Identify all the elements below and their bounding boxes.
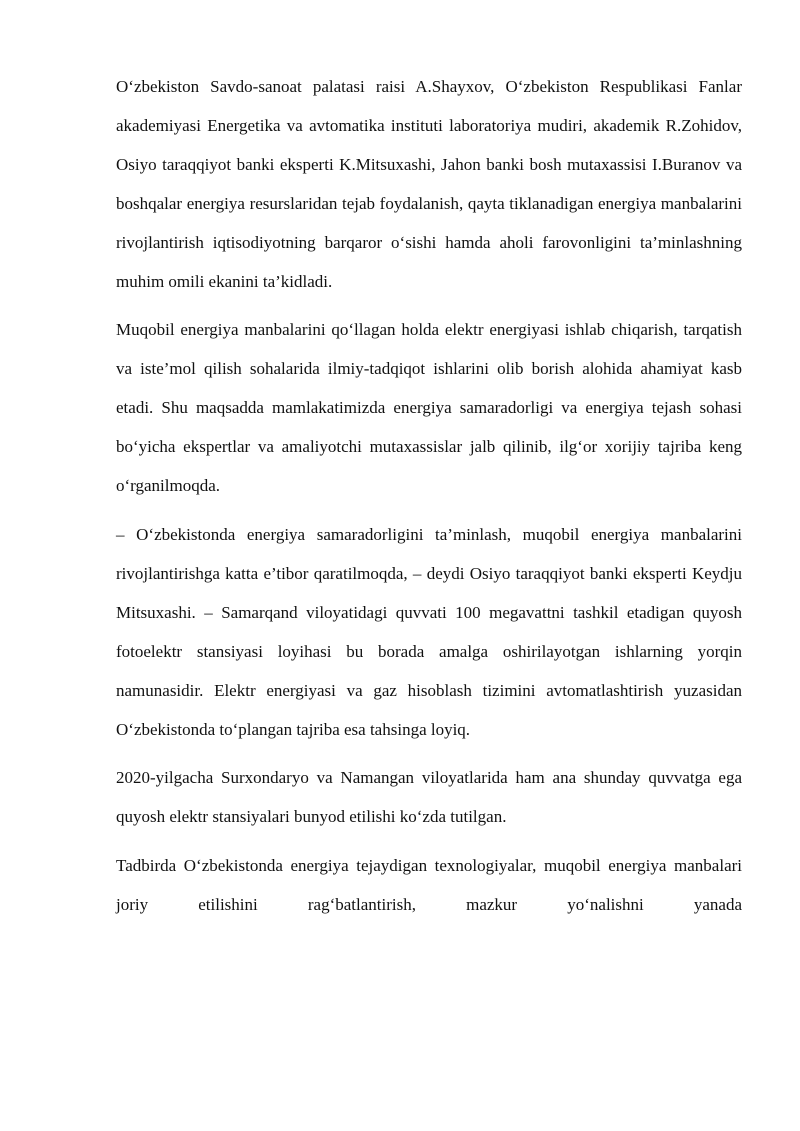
paragraph-3: – O‘zbekistonda energiya samaradorligini ta’minlash, muqobil energiya manbalarini rivojlantirishga katta e’tibor qaratilmoqda, – deydi Osiyo taraqqiyot banki eksperti Keydju Mitsuxashi. – Samarqand viloyatidagi quvvati 100 megavattni tashkil etadigan quyosh fotoelektr stansiyasi loyihasi bu borada amalga oshirilayotgan ishlarning yorqin namunasidir. Elektr energiyasi va gaz hisoblash tizimini avtomatlashtirish yuzasidan O‘zbekistonda to‘plangan tajriba esa tahsinga loyiq.: [116, 524, 742, 739]
document-page: [116, 68, 742, 935]
paragraph-1: O‘zbekiston Savdo-sanoat palatasi raisi A.Shayxov, O‘zbekiston Respublikasi Fanlar akademiyasi Energetika va avtomatika instituti laboratoriya mudiri, akademik R.Zohidov, Osiyo taraqqiyot banki eksperti K.Mitsuxashi, Jahon banki bosh mutaxassisi I.Buranov va boshqalar energiya resurslaridan tejab foydalanish, qayta tiklanadigan energiya manbalarini rivojlantirish iqtisodiyotning barqaror o‘sishi hamda aholi farovonligini ta’minlashning muhim omili ekanini ta’kidladi.: [116, 77, 742, 291]
paragraph-4: 2020-yilgacha Surxondaryo va Namangan viloyatlarida ham ana shunday quvvatga ega quyosh elektr stansiyalari bunyod etilishi ko‘zda tutilgan.: [116, 768, 742, 827]
paragraph-5: Tadbirda O‘zbekistonda energiya tejaydigan texnologiyalar, muqobil energiya manbalari joriy etilishini rag‘batlantirish, mazkur yo‘nalishni yanada: [116, 856, 742, 915]
paragraph-2: Muqobil energiya manbalarini qo‘llagan holda elektr energiyasi ishlab chiqarish, tarqatish va iste’mol qilish sohalarida ilmiy-tadqiqot ishlarini olib borish alohida ahamiyat kasb etadi. Shu maqsadda mamlakatimizda energiya samaradorligi va energiya tejash sohasi bo‘yicha ekspertlar va amaliyotchi mutaxassislar jalb qilinib, ilg‘or xorijiy tajriba keng o‘rganilmoqda.: [116, 320, 742, 496]
